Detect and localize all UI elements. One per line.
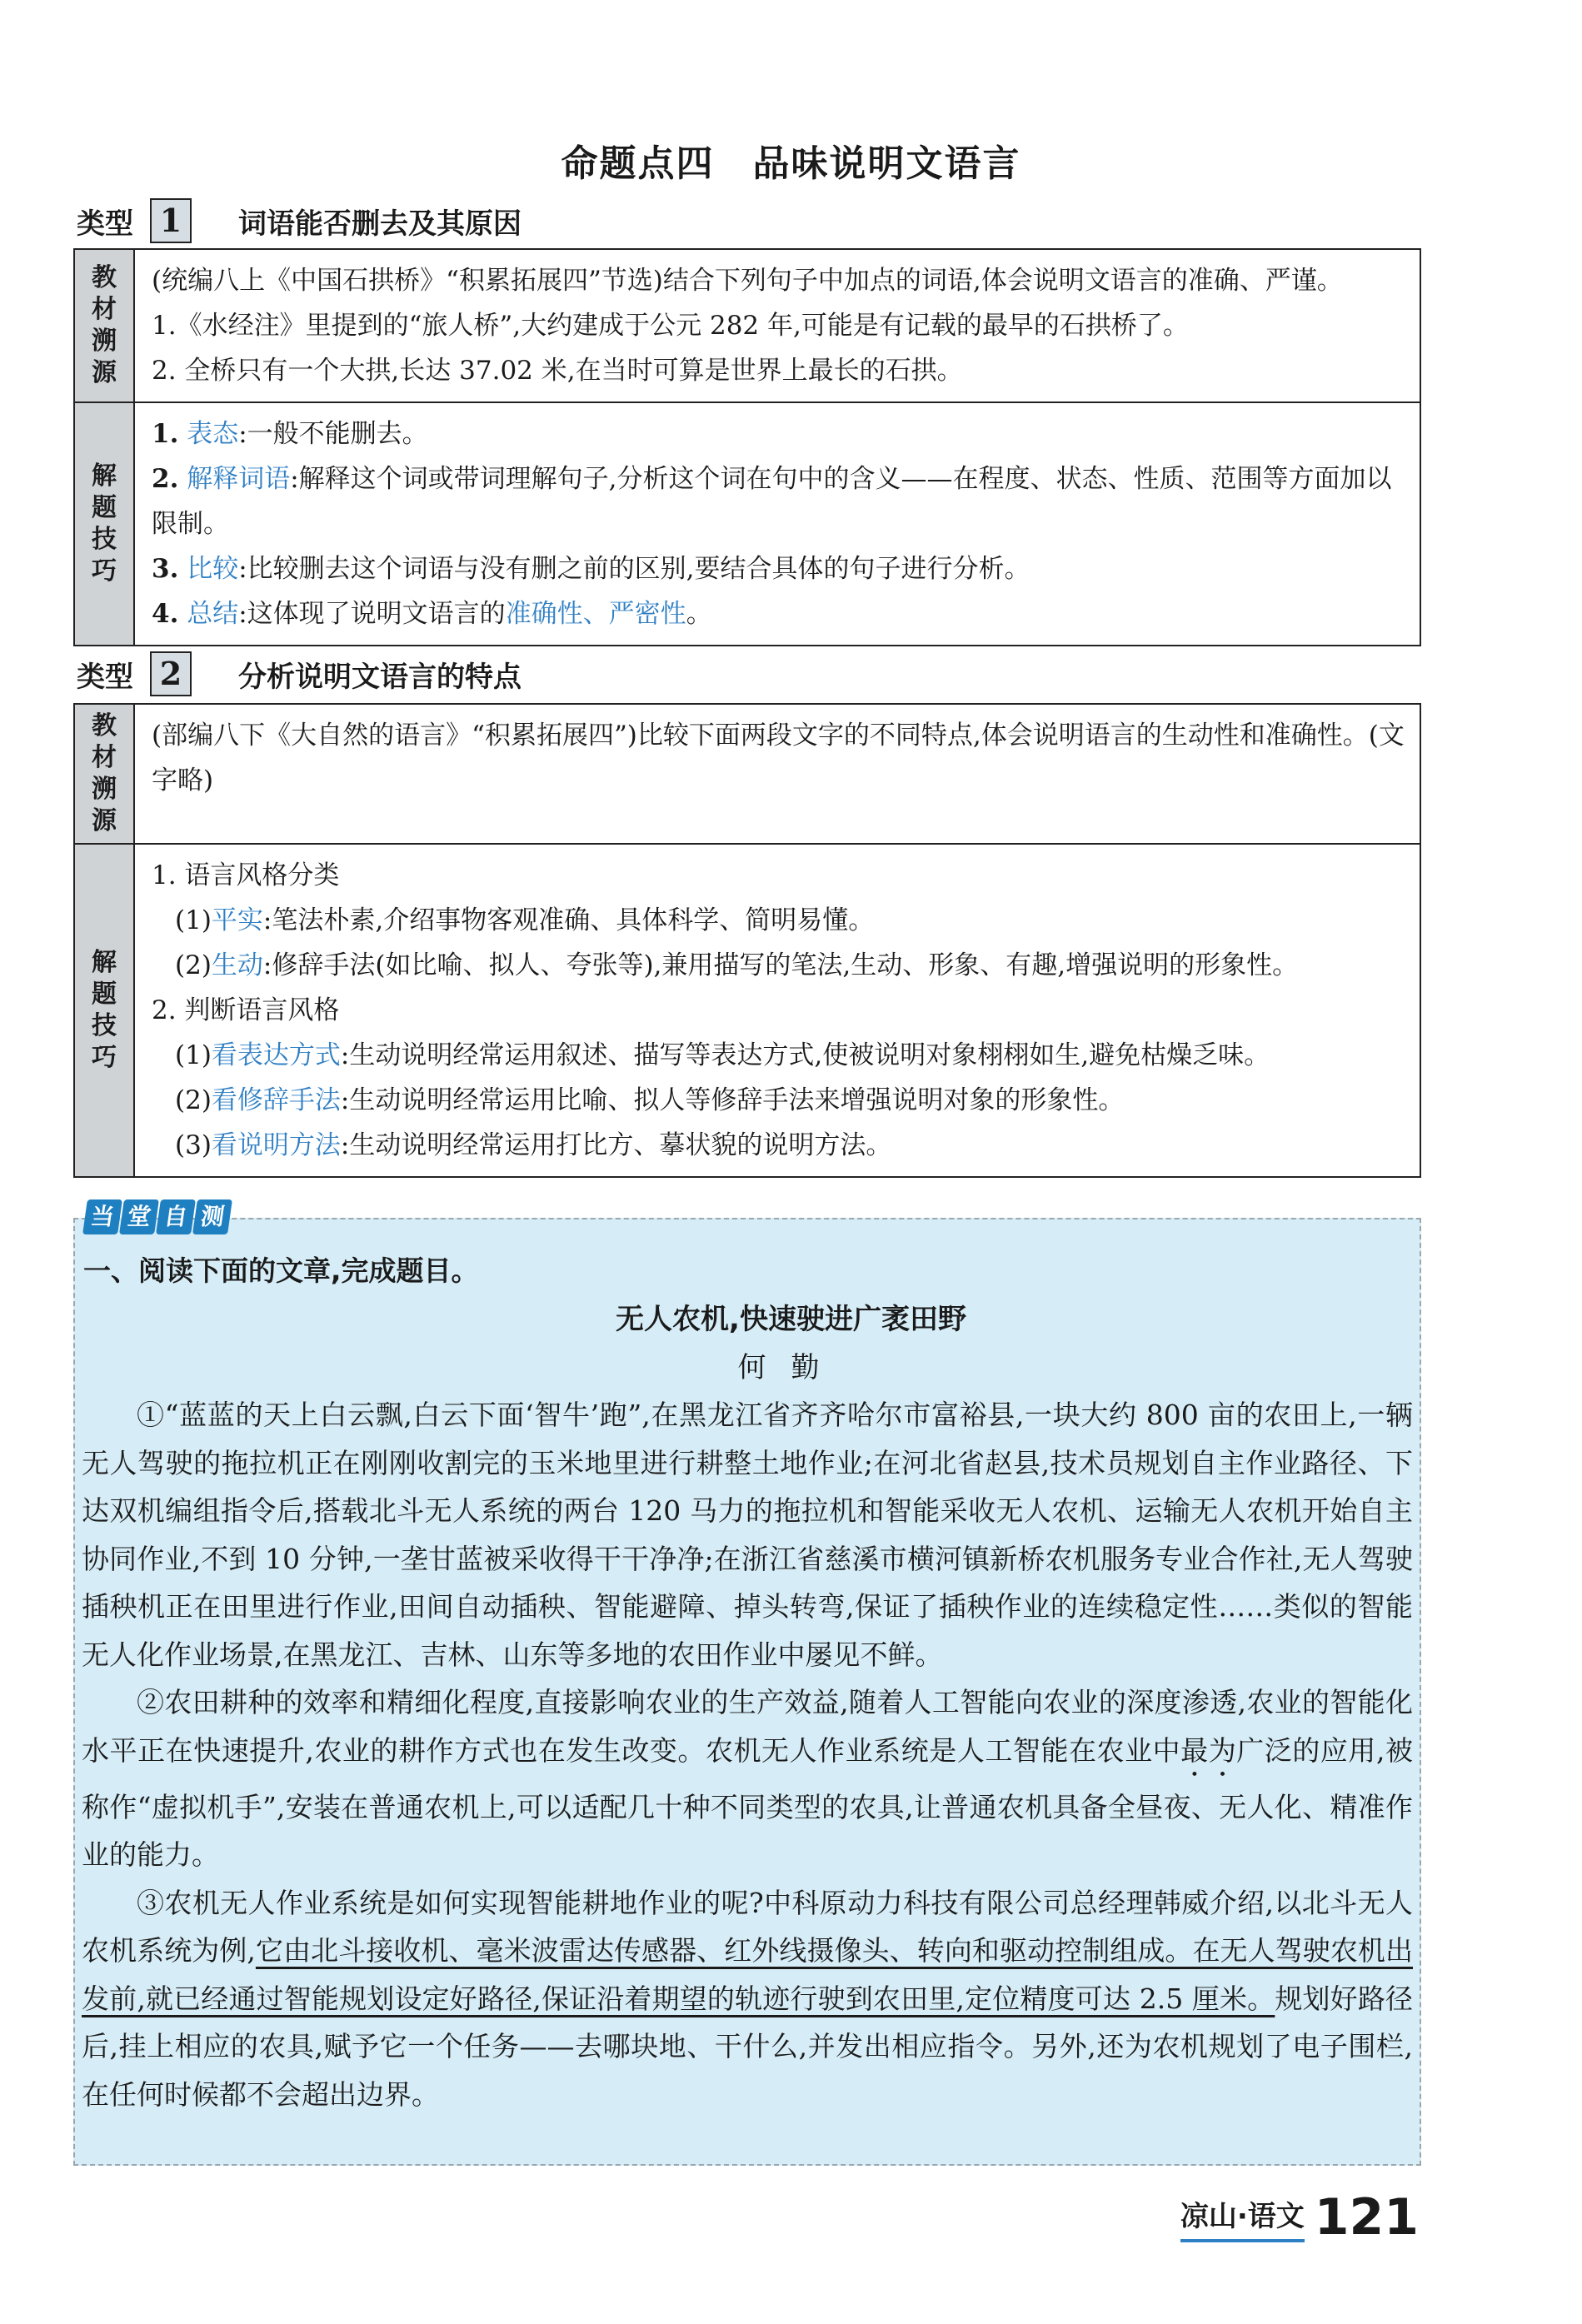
type2-source-row bbox=[75, 705, 1420, 845]
type1-heading bbox=[77, 197, 522, 245]
type1-source-side: 教 材 溯 源 bbox=[75, 250, 135, 401]
type1-skill-side: 解 题 技 巧 bbox=[75, 403, 135, 645]
type2-label: 类型 bbox=[77, 660, 133, 694]
type2-source-side: 教 材 溯 源 bbox=[75, 705, 135, 843]
type1-source-line: (统编八上《中国石拱桥》“积累拓展四”节选)结合下列句子中加点的词语,体会说明文语言的准确、严谨。 bbox=[152, 266, 1343, 296]
article-body bbox=[82, 1391, 1413, 2118]
type1-source-content bbox=[135, 250, 1420, 401]
type1-source-line: 2. 全桥只有一个大拱,长达 37.02 米,在当时可算是世界上最长的石拱。 bbox=[152, 356, 963, 386]
type1-box bbox=[73, 248, 1421, 646]
skill-item: 2. 解释词语:解释这个词或带词理解句子,分析这个词在句中的含义——在程度、状态、性质、范围等方面加以限制。 bbox=[152, 464, 1392, 539]
article-title: 无人农机,快速驶进广袤田野 bbox=[616, 1303, 966, 1336]
type2-skill-side: 解 题 技 巧 bbox=[75, 845, 135, 1176]
type1-label: 类型 bbox=[77, 207, 133, 241]
type1-skill-content bbox=[135, 403, 1420, 645]
skill-subheading: 1. 语言风格分类 bbox=[152, 860, 340, 890]
dotted-words: 最为 bbox=[1180, 1733, 1237, 1767]
skill-item: (1)看表达方式:生动说明经常运用叙述、描写等表达方式,使被说明对象栩栩如生,避免枯燥乏味。 bbox=[175, 1040, 1270, 1070]
page-title: 命题点四 品味说明文语言 bbox=[561, 142, 1021, 185]
type1-title: 词语能否删去及其原因 bbox=[238, 207, 522, 241]
type2-number: 2 bbox=[150, 651, 192, 696]
page-footer bbox=[1180, 2188, 1419, 2247]
skill-item: 4. 总结:这体现了说明文语言的准确性、严密性。 bbox=[152, 599, 712, 629]
type2-box bbox=[73, 703, 1421, 1178]
skill-item: 1. 表态:一般不能删去。 bbox=[152, 419, 428, 449]
practice-heading: 一、阅读下面的文章,完成题目。 bbox=[83, 1254, 479, 1287]
page-number: 121 bbox=[1314, 2188, 1419, 2247]
article-author: 何勤 bbox=[737, 1351, 845, 1384]
footer-label: 凉山·语文 bbox=[1180, 2193, 1305, 2242]
type2-heading bbox=[77, 650, 522, 698]
type1-skill-row bbox=[75, 403, 1420, 645]
paragraph-1: ①“蓝蓝的天上白云飘,白云下面‘智牛’跑”,在黑龙江省齐齐哈尔市富裕县,一块大约 800 亩的农田上,一辆无人驾驶的拖拉机正在刚刚收割完的玉米地里进行耕整土地作业;在河北省赵县,技术员规划自主作业路径、下达双机编组指令后,搭载北斗无人系统的两台 120 马力的拖拉机和智能采收无人农机、运输无人农机开始自主协同作业,不到 10 分钟,一垄甘蓝被采收得干干净净;在浙江省慈溪市横河镇新桥农机服务专业合作社,无人驾驶插秧机正在田里进行作业,田间自动插秧、智能避障、掉头转弯,保证了插秧作业的连续稳定性……类似的智能无人化作业场景,在黑龙江、吉林、山东等多地的农田作业中屡见不鲜。 bbox=[82, 1399, 1413, 1671]
skill-item: (2)生动:修辞手法(如比喻、拟人、夸张等),兼用描写的笔法,生动、形象、有趣,增强说明的形象性。 bbox=[175, 950, 1299, 980]
type1-number: 1 bbox=[150, 198, 192, 243]
type2-title: 分析说明文语言的特点 bbox=[238, 660, 522, 694]
practice-tag: 当 堂 自 测 bbox=[85, 1199, 230, 1234]
paragraph-3: ③农机无人作业系统是如何实现智能耕地作业的呢?中科原动力科技有限公司总经理韩威介绍,以北斗无人农机系统为例,它由北斗接收机、毫米波雷达传感器、红外线摄像头、转向和驱动控制组成。在无人驾驶农机出发前,就已经通过智能规划设定好路径,保证沿着期望的轨迹行驶到农田里,定位精度可达 2.5 厘米。规划好路径后,挂上相应的农具,赋予它一个任务——去哪块地、干什么,并发出相应指令。另外,还为农机规划了电子围栏,在任何时候都不会超出边界。 bbox=[82, 1886, 1414, 2111]
paragraph-2: ②农田耕种的效率和精细化程度,直接影响农业的生产效益,随着人工智能向农业的深度渗透,农业的智能化水平正在快速提升,农业的耕作方式也在发生改变。农机无人作业系统是人工智能在农业中最为广泛的应用,被称作“虚拟机手”,安装在普通农机上,可以适配几十种不同类型的农具,让普通农机具备全昼夜、无人化、精准作业的能力。 bbox=[82, 1686, 1413, 1871]
type2-skill-row bbox=[75, 845, 1420, 1176]
type2-skill-content bbox=[135, 845, 1420, 1176]
skill-subheading: 2. 判断语言风格 bbox=[152, 995, 340, 1025]
skill-item: (2)看修辞手法:生动说明经常运用比喻、拟人等修辞手法来增强说明对象的形象性。 bbox=[175, 1085, 1125, 1115]
skill-item: (1)平实:笔法朴素,介绍事物客观准确、具体科学、简明易懂。 bbox=[175, 905, 875, 935]
type2-source-content: (部编八下《大自然的语言》“积累拓展四”)比较下面两段文字的不同特点,体会说明语言的生动性和准确性。(文字略) bbox=[152, 721, 1405, 795]
type1-source-line: 1.《水经注》里提到的“旅人桥”,大约建成于公元 282 年,可能是有记载的最早的石拱桥了。 bbox=[152, 311, 1189, 341]
underlined-sentence: 它由北斗接收机、毫米波雷达传感器、红外线摄像头、转向和驱动控制组成。在无人驾驶农机出发前,就已经通过智能规划设定好路径,保证沿着期望的轨迹行驶到农田里,定位精度可达 2.5 厘米。 bbox=[82, 1934, 1413, 2015]
skill-item: 3. 比较:比较删去这个词语与没有删之前的区别,要结合具体的句子进行分析。 bbox=[152, 554, 1031, 584]
type1-source-row bbox=[75, 250, 1420, 403]
skill-item: (3)看说明方法:生动说明经常运用打比方、摹状貌的说明方法。 bbox=[175, 1130, 892, 1160]
